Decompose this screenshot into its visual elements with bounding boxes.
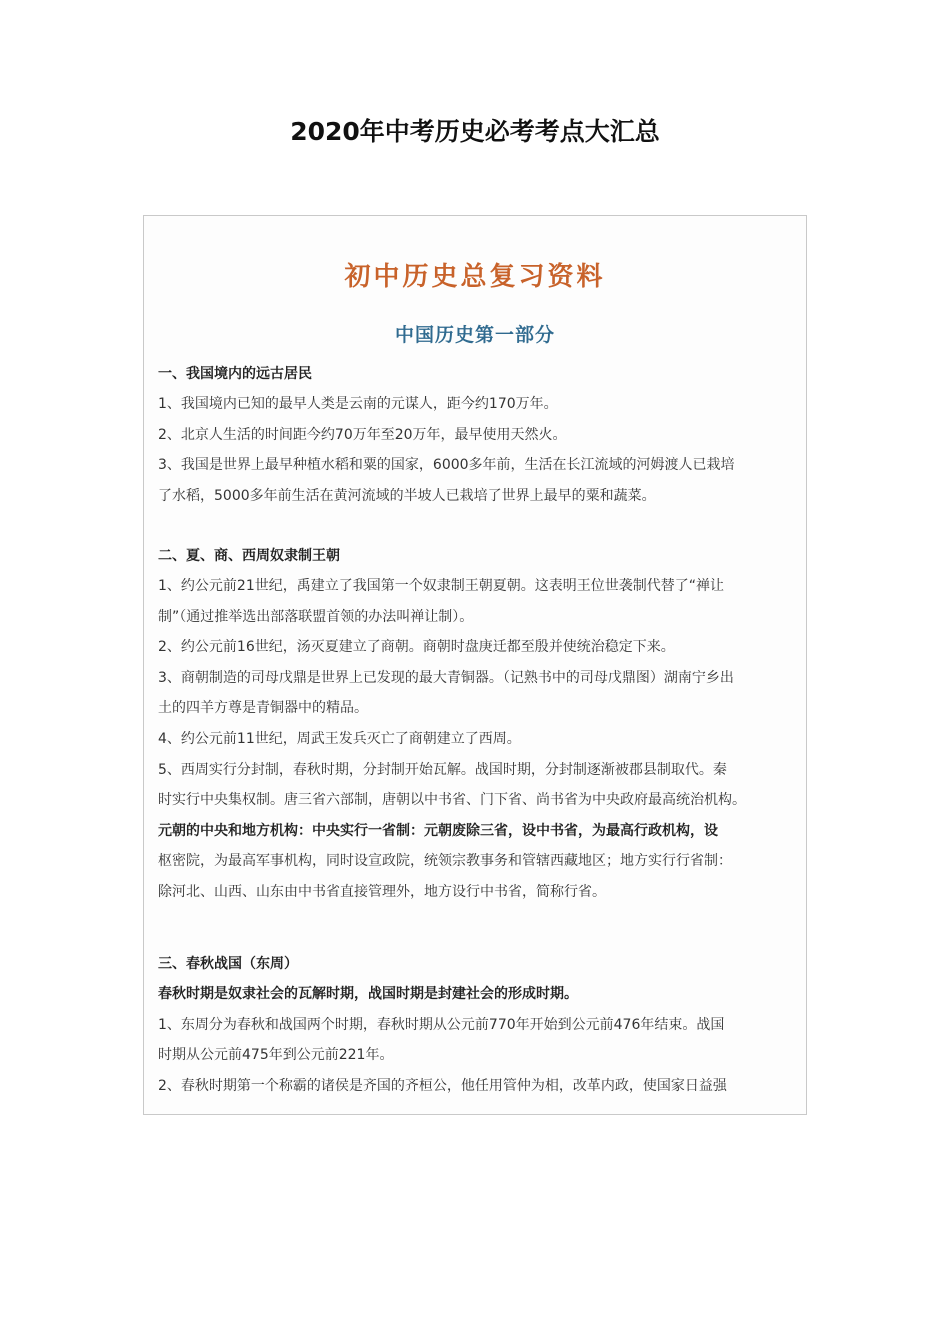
- page-title: 2020年中考历史必考考点大汇总: [290, 117, 660, 146]
- section-2: [158, 541, 798, 908]
- text-line: 时实行中央集权制。唐三省六部制，唐朝以中书省、门下省、尚书省为中央政府最高统治机构。: [158, 792, 746, 809]
- section-heading: 一、我国境内的远古居民: [158, 366, 312, 382]
- text-line: 2、北京人生活的时间距今约70万年至20万年，最早使用天然火。: [158, 426, 567, 443]
- text-line: 制”（通过推举选出部落联盟首领的办法叫禅让制）。: [158, 608, 474, 625]
- text-line: 时期从公元前475年到公元前221年。: [158, 1047, 394, 1064]
- text-line: 枢密院，为最高军事机构，同时设宣政院，统领宗教事务和管辖西藏地区；地方实行行省制：: [158, 853, 732, 870]
- text-line: 除河北、山西、山东由中书省直接管理外，地方设行中书省，简称行省。: [158, 883, 606, 900]
- text-line: 2、春秋时期第一个称霸的诸侯是齐国的齐桓公，他任用管仲为相，改革内政，使国家日益强: [158, 1077, 727, 1094]
- text-line: 土的四羊方尊是青铜器中的精品。: [158, 700, 368, 717]
- text-line: 2、约公元前16世纪，汤灭夏建立了商朝。商朝时盘庚迁都至殷并使统治稳定下来。: [158, 639, 675, 656]
- text-line: 4、约公元前11世纪，周武王发兵灭亡了商朝建立了西周。: [158, 730, 521, 747]
- text-line: 元朝的中央和地方机构：中央实行一省制：元朝废除三省，设中书省，为最高行政机构，设: [158, 822, 718, 839]
- document-main-title: 初中历史总复习资料: [344, 262, 606, 292]
- text-line: 3、我国是世界上最早种植水稻和粟的国家，6000多年前，生活在长江流域的河姆渡人已栽培: [158, 457, 735, 474]
- section-heading: 三、春秋战国（东周）: [158, 956, 298, 972]
- text-line: 了水稻，5000多年前生活在黄河流域的半坡人已栽培了世界上最早的粟和蔬菜。: [158, 487, 656, 504]
- text-line: 1、东周分为春秋和战国两个时期，春秋时期从公元前770年开始到公元前476年结束。战国: [158, 1016, 725, 1033]
- text-line: 1、我国境内已知的最早人类是云南的元谋人，距今约170万年。: [158, 396, 558, 412]
- section-3: [158, 949, 798, 1101]
- text-line: 1、约公元前21世纪，禹建立了我国第一个奴隶制王朝夏朝。这表明王位世袭制代替了“禅让: [158, 578, 724, 594]
- section-heading: 二、夏、商、西周奴隶制王朝: [158, 548, 340, 564]
- text-line: 3、商朝制造的司母戊鼎是世界上已发现的最大青铜器。（记熟书中的司母戊鼎图）湖南宁乡出: [158, 669, 734, 686]
- text-line: 5、西周实行分封制，春秋时期，分封制开始瓦解。战国时期，分封制逐渐被郡县制取代。秦: [158, 761, 727, 778]
- section-1: [158, 359, 798, 511]
- text-line: 春秋时期是奴隶社会的瓦解时期，战国时期是封建社会的形成时期。: [158, 986, 578, 1002]
- document-sub-title: 中国历史第一部分: [394, 324, 555, 346]
- scanned-document-image: [143, 215, 807, 1115]
